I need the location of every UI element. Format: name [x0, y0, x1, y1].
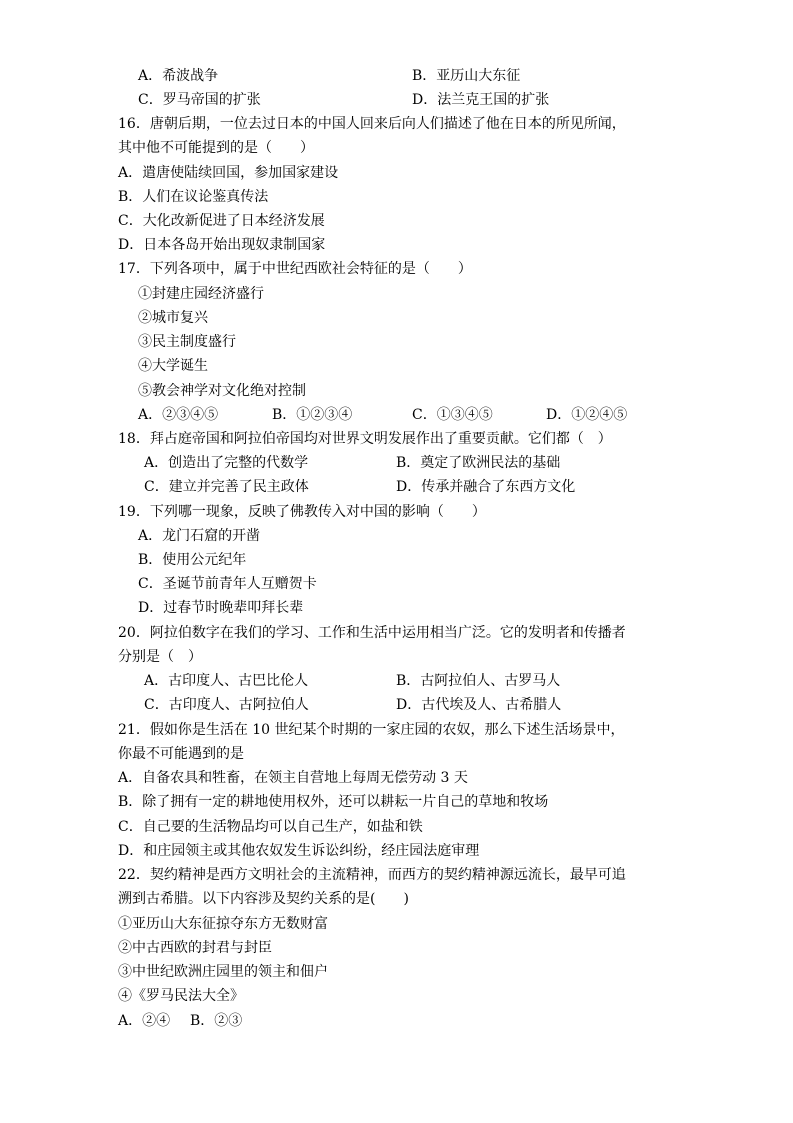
q17-stem: 17．下列各项中，属于中世纪西欧社会特征的是（ ）	[118, 261, 472, 277]
q22-option-a: A．②④	[118, 1013, 171, 1029]
q20-stem-line2: 分别是（ ）	[118, 649, 202, 665]
q17-item-5: ⑤教会神学对文化绝对控制	[138, 383, 306, 399]
q22-item-2: ②中古西欧的封君与封臣	[118, 940, 272, 956]
q17-option-a: A．②③④⑤	[138, 407, 219, 423]
q17-option-b: B．①②③④	[272, 407, 353, 423]
q18-option-b: B．奠定了欧洲民法的基础	[396, 455, 561, 471]
q15-option-c: C．罗马帝国的扩张	[138, 92, 261, 108]
q22-item-1: ①亚历山大东征掠夺东方无数财富	[118, 916, 328, 932]
q20-option-a: A．古印度人、古巴比伦人	[144, 673, 309, 689]
q16-option-d: D．日本各岛开始出现奴隶制国家	[118, 237, 326, 253]
q17-item-1: ①封建庄园经济盛行	[138, 286, 264, 302]
q16-stem-line1: 16．唐朝后期，一位去过日本的中国人回来后向人们描述了他在日本的所见所闻，	[118, 116, 626, 132]
q19-option-d: D．过春节时晚辈叩拜长辈	[138, 600, 304, 616]
q21-option-d: D．和庄园领主或其他农奴发生诉讼纠纷，经庄园法庭审理	[118, 843, 480, 859]
q17-item-2: ②城市复兴	[138, 310, 208, 326]
q18-option-c: C．建立并完善了民主政体	[144, 479, 309, 495]
q17-option-d: D．①②④⑤	[546, 407, 628, 423]
q19-stem: 19．下列哪一现象，反映了佛教传入对中国的影响（ ）	[118, 504, 486, 520]
q22-stem-line2: 溯到古希腊。以下内容涉及契约关系的是( )	[118, 891, 409, 907]
q20-option-d: D．古代埃及人、古希腊人	[396, 697, 562, 713]
q21-option-c: C．自己要的生活物品均可以自己生产，如盐和铁	[118, 819, 423, 835]
q19-option-b: B．使用公元纪年	[138, 552, 247, 568]
q22-item-4: ④《罗马民法大全》	[118, 988, 244, 1004]
q21-stem-line1: 21．假如你是生活在 10 世纪某个时期的一家庄园的农奴，那么下述生活场景中，	[118, 722, 625, 738]
q18-stem: 18．拜占庭帝国和阿拉伯帝国均对世界文明发展作出了重要贡献。它们都（ ）	[118, 431, 612, 447]
q15-option-d: D．法兰克王国的扩张	[412, 92, 550, 108]
q17-item-4: ④大学诞生	[138, 358, 208, 374]
q19-option-a: A．龙门石窟的开凿	[138, 528, 261, 544]
q22-stem-line1: 22．契约精神是西方文明社会的主流精神，而西方的契约精神源远流长，最早可追	[118, 867, 626, 883]
q16-stem-line2: 其中他不可能提到的是（ ）	[118, 140, 314, 156]
q18-option-d: D．传承并融合了东西方文化	[396, 479, 576, 495]
q21-stem-line2: 你最不可能遇到的是	[118, 746, 244, 762]
q22-option-b: B．②③	[190, 1013, 243, 1029]
q21-option-b: B．除了拥有一定的耕地使用权外，还可以耕耘一片自己的草地和牧场	[118, 794, 549, 810]
q20-stem-line1: 20．阿拉伯数字在我们的学习、工作和生活中运用相当广泛。它的发明者和传播者	[118, 625, 626, 641]
q18-option-a: A．创造出了完整的代数学	[144, 455, 309, 471]
q17-item-3: ③民主制度盛行	[138, 334, 236, 350]
q15-option-a: A．希波战争	[138, 68, 219, 84]
q22-item-3: ③中世纪欧洲庄园里的领主和佃户	[118, 964, 328, 980]
q16-option-b: B．人们在议论鉴真传法	[118, 189, 269, 205]
q20-option-b: B．古阿拉伯人、古罗马人	[396, 673, 561, 689]
q16-option-c: C．大化改新促进了日本经济发展	[118, 213, 325, 229]
q17-option-c: C．①③④⑤	[412, 407, 493, 423]
q21-option-a: A．自备农具和牲畜，在领主自营地上每周无偿劳动 3 天	[118, 770, 468, 786]
q19-option-c: C．圣诞节前青年人互赠贺卡	[138, 576, 317, 592]
q20-option-c: C．古印度人、古阿拉伯人	[144, 697, 309, 713]
q16-option-a: A．遣唐使陆续回国，参加国家建设	[118, 165, 339, 181]
q15-option-b: B．亚历山大东征	[412, 68, 521, 84]
